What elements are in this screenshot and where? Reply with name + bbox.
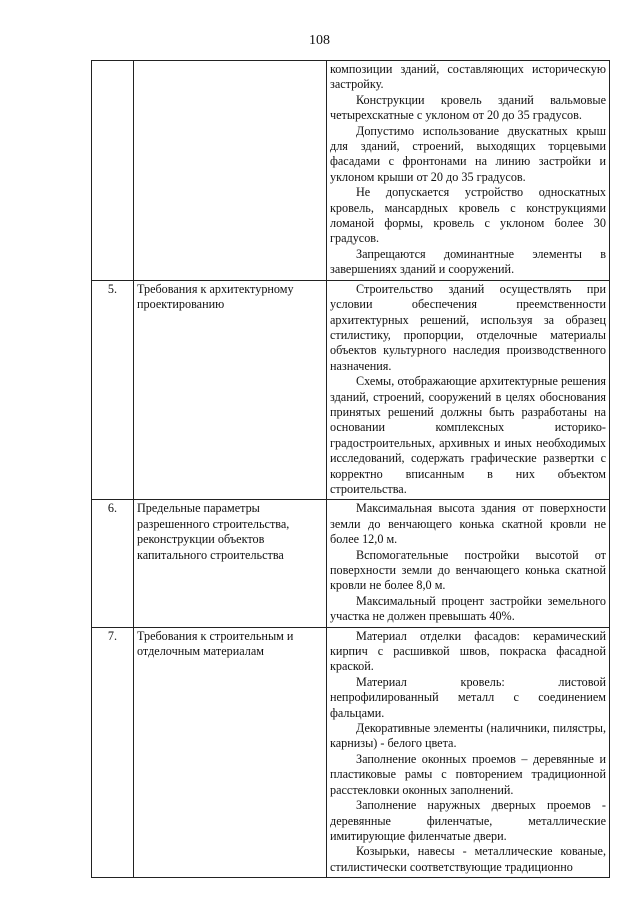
row-title xyxy=(134,61,327,281)
content-paragraph: Максимальный процент застройки земельного участка не должен превышать 40%. xyxy=(330,593,606,624)
table-row xyxy=(92,61,610,281)
row-number: 6. xyxy=(92,500,134,627)
content-paragraph: Козырьки, навесы - металлические кованые, стилистически соответствующие традиционно xyxy=(330,844,606,874)
page-number: 108 xyxy=(309,33,330,48)
row-title: Требования к строительным и отделочным материалам xyxy=(134,627,327,878)
row-number xyxy=(92,61,134,281)
content-paragraph: Материал кровель: листовой непрофилированный металл с соединением фальцами. xyxy=(330,674,606,720)
content-paragraph: Не допускается устройство односкатных кровель, мансардных кровель с конструкциями ломаной формы, кровель с уклоном более 30 градусов. xyxy=(330,185,606,246)
row-number: 7. xyxy=(92,627,134,878)
content-paragraph: Максимальная высота здания от поверхности земли до венчающего конька скатной кровли не более 12,0 м. xyxy=(330,501,606,547)
content-paragraph: Заполнение наружных дверных проемов - деревянные филенчатые, металлические имитирующие филенчатые двери. xyxy=(330,798,606,843)
content-paragraph: Конструкции кровель зданий вальмовые четырехскатные с уклоном от 20 до 35 градусов. xyxy=(330,92,606,123)
table-row xyxy=(92,280,610,500)
row-title: Требования к архитектурному проектированию xyxy=(134,280,327,500)
table-row xyxy=(92,500,610,627)
content-paragraph: Схемы, отображающие архитектурные решения зданий, строений, сооружений в целях обоснования принятых решений должны быть разработаны на основании комплексных историко-градостроительных, архивных и иных необходимых исследований, содержать графические развертки с корректно вписанным в них объектом строительства. xyxy=(330,374,606,496)
content-paragraph: Материал отделки фасадов: керамический кирпич с расшивкой швов, покраска фасадной краской. xyxy=(330,628,606,674)
row-title: Предельные параметры разрешенного строительства, реконструкции объектов капитального строительства xyxy=(134,500,327,627)
content-paragraph: Декоративные элементы (наличники, пилястры, карнизы) - белого цвета. xyxy=(330,721,606,751)
row-content xyxy=(327,61,610,281)
row-content xyxy=(327,280,610,500)
content-paragraph: Заполнение оконных проемов – деревянные и пластиковые рамы с повторением традиционной расстекловки оконных заполнений. xyxy=(330,751,606,797)
content-paragraph: Допустимо использование двускатных крыш для зданий, строений, выходящих торцевыми фасадами с фронтонами на линию застройки и уклоном крыши от 20 до 35 градусов. xyxy=(330,123,606,184)
table-row xyxy=(92,627,610,878)
row-content xyxy=(327,627,610,878)
row-number: 5. xyxy=(92,280,134,500)
content-paragraph: Строительство зданий осуществлять при условии обеспечения преемственности архитектурных решений, используя за образец стилистику, пропорции, отделочные материалы объектов культурного наследия производственного назначения. xyxy=(330,281,606,373)
row-content xyxy=(327,500,610,627)
content-paragraph: Вспомогательные постройки высотой от поверхности земли до венчающего конька скатной кровли не более 8,0 м. xyxy=(330,547,606,593)
content-paragraph: композиции зданий, составляющих историческую застройку. xyxy=(330,62,606,92)
content-paragraph: Запрещаются доминантные элементы в завершениях зданий и сооружений. xyxy=(330,246,606,277)
requirements-table xyxy=(91,60,610,878)
